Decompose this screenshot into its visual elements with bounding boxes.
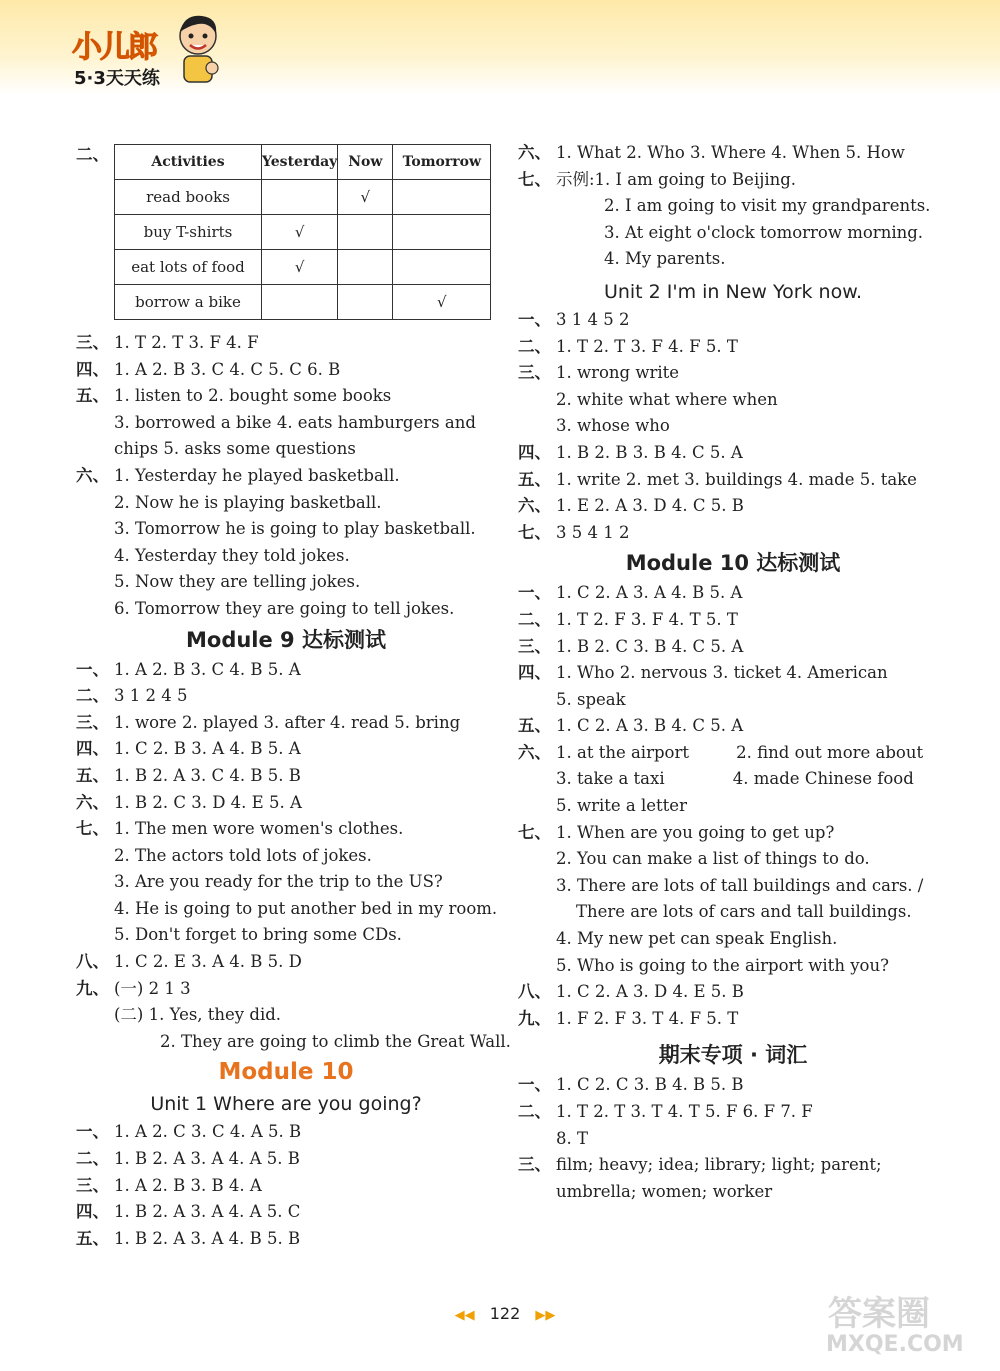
- answer-line: 3. borrowed a bike 4. eats hamburgers and: [114, 412, 476, 432]
- section-label: 四、: [76, 739, 109, 759]
- answer-line: 4. My new pet can speak English.: [556, 929, 838, 949]
- answer-line: [518, 493, 948, 520]
- section-label: 二、: [518, 336, 551, 356]
- section-label: 六、: [76, 465, 109, 485]
- section-label: 二、: [76, 145, 109, 164]
- answer-line: 2. The actors told lots of jokes.: [114, 845, 372, 865]
- answer-line: [518, 467, 948, 494]
- next-page-icon[interactable]: ▶▶: [535, 1308, 556, 1323]
- section-label: 四、: [76, 1202, 109, 1222]
- table-row: [115, 250, 491, 285]
- answer-line: [518, 140, 948, 167]
- answer-line: [518, 979, 948, 1006]
- section-label: 三、: [518, 636, 551, 656]
- answer-line: 5. write a letter: [556, 796, 687, 816]
- answer-line: 3. whose who: [556, 416, 670, 436]
- header-banner: [0, 0, 1000, 95]
- answer-text: 1. A 2. B 3. B 4. A: [114, 1175, 262, 1195]
- section-label: 一、: [518, 1075, 551, 1095]
- answer-line: [76, 1173, 496, 1200]
- answer-text: 1. wore 2. played 3. after 4. read 5. bring: [114, 712, 461, 732]
- answer-line: 5. Who is going to the airport with you?: [556, 955, 889, 975]
- answer-line: There are lots of cars and tall buildings.: [576, 902, 912, 922]
- table-header-row: [115, 145, 491, 180]
- left-column: [76, 140, 511, 1252]
- section-label: 五、: [518, 716, 551, 736]
- answer-line: [518, 440, 948, 467]
- answer-text: 1. at the airport 2. find out more about: [556, 742, 924, 762]
- answer-text: 1. T 2. T 3. F 4. F 5. T: [556, 336, 738, 356]
- table-cell: √: [338, 180, 393, 215]
- answer-text: 1. write 2. met 3. buildings 4. made 5. take: [556, 469, 917, 489]
- module-9-test-heading: Module 9 达标测试: [186, 627, 386, 652]
- answer-line: [518, 1006, 948, 1033]
- table-cell: [338, 215, 393, 250]
- answer-line: [76, 736, 496, 763]
- answer-text: 1. C 2. A 3. B 4. C 5. A: [556, 716, 744, 736]
- answer-text: 3 1 2 4 5: [114, 686, 188, 706]
- section-label: 三、: [76, 1175, 109, 1195]
- answer-text: 1. C 2. A 3. D 4. E 5. B: [556, 982, 744, 1002]
- section-label: 五、: [76, 765, 109, 785]
- answer-line: [76, 949, 496, 976]
- answer-text: 1. C 2. E 3. A 4. B 5. D: [114, 952, 302, 972]
- mascot-boy-icon: [172, 12, 224, 86]
- answer-line: [76, 1226, 496, 1253]
- table-cell: [262, 285, 338, 320]
- answer-line: 3. Tomorrow he is going to play basketball.: [114, 519, 476, 539]
- answer-text: 1. A 2. C 3. C 4. A 5. B: [114, 1122, 302, 1142]
- answer-text: 3 5 4 1 2: [556, 522, 630, 542]
- answer-line: 5. Now they are telling jokes.: [114, 572, 361, 592]
- answer-line: [76, 763, 496, 790]
- table-cell: [393, 215, 491, 250]
- section-label: 六、: [518, 742, 551, 762]
- table-header: Now: [338, 145, 393, 180]
- answer-line: 5. Don't forget to bring some CDs.: [114, 925, 402, 945]
- table-cell: [338, 250, 393, 285]
- answer-line: [518, 360, 948, 387]
- section-label: 三、: [76, 712, 109, 732]
- answer-line: [76, 816, 496, 843]
- section-label: 七、: [518, 522, 551, 542]
- answer-line: 5. speak: [556, 689, 626, 709]
- section-label: 九、: [518, 1008, 551, 1028]
- answer-text: 1. Who 2. nervous 3. ticket 4. American: [556, 663, 888, 683]
- answer-text: 1. T 2. T 3. F 4. F: [114, 333, 259, 352]
- answer-line: umbrella; women; worker: [556, 1181, 773, 1201]
- section-label: 一、: [518, 309, 551, 329]
- section-label: 七、: [518, 169, 551, 189]
- answer-line: [518, 307, 948, 334]
- section-label: 五、: [518, 469, 551, 489]
- answer-line: (二) 1. Yes, they did.: [114, 1005, 282, 1025]
- section-label: 四、: [518, 442, 551, 462]
- table-header: Yesterday: [262, 145, 338, 180]
- section-label: 二、: [518, 609, 551, 629]
- table-cell: √: [262, 215, 338, 250]
- page-footer: [440, 1304, 570, 1323]
- answer-line: 2. You can make a list of things to do.: [556, 849, 870, 869]
- answer-line: [76, 1199, 496, 1226]
- table-header: Activities: [115, 145, 262, 180]
- answer-text: 1. When are you going to get up?: [556, 822, 835, 842]
- answer-text: 1. The men wore women's clothes.: [114, 819, 404, 839]
- answer-line: [76, 976, 496, 1003]
- section-label: 一、: [518, 583, 551, 603]
- table-cell: [393, 250, 491, 285]
- answer-text: 示例:1. I am going to Beijing.: [556, 169, 797, 189]
- answer-line: 3. There are lots of tall buildings and cars. /: [556, 875, 924, 895]
- activity-table: [114, 144, 491, 320]
- answer-text: 1. A 2. B 3. C 4. C 5. C 6. B: [114, 359, 341, 379]
- table-cell: [338, 285, 393, 320]
- answer-line: [76, 790, 496, 817]
- table-cell: √: [393, 285, 491, 320]
- answer-line: 3. At eight o'clock tomorrow morning.: [604, 222, 924, 242]
- answer-line: [518, 713, 948, 740]
- section-label: 一、: [76, 659, 109, 679]
- answer-text: 1. B 2. C 3. D 4. E 5. A: [114, 792, 302, 812]
- answer-line: 3. Are you ready for the trip to the US?: [114, 872, 443, 892]
- table-cell: buy T-shirts: [115, 215, 262, 250]
- answer-line: 4. Yesterday they told jokes.: [114, 545, 350, 565]
- section-label: 二、: [518, 1102, 551, 1121]
- table-cell: [262, 180, 338, 215]
- section-label: 三、: [518, 363, 551, 383]
- answer-text: 1. F 2. F 3. T 4. F 5. T: [556, 1008, 739, 1028]
- section-label: 七、: [76, 819, 109, 839]
- answer-line: 6. Tomorrow they are going to tell jokes.: [114, 598, 455, 618]
- answer-line: 2. They are going to climb the Great Wall.: [160, 1031, 511, 1051]
- answer-line: chips 5. asks some questions: [114, 439, 356, 459]
- section-label: 二、: [76, 686, 109, 706]
- answer-line: 2. Now he is playing basketball.: [114, 492, 382, 512]
- answer-text: 1. B 2. B 3. B 4. C 5. A: [556, 442, 743, 462]
- answer-line: [518, 580, 948, 607]
- previous-page-icon[interactable]: ◀◀: [454, 1308, 475, 1323]
- answer-line: [518, 520, 948, 547]
- answer-line: [518, 334, 948, 361]
- table-row: [115, 285, 491, 320]
- table-cell: read books: [115, 180, 262, 215]
- brand-logo-subtitle: 5·3天天练: [74, 68, 160, 89]
- answer-text: 1. A 2. B 3. C 4. B 5. A: [114, 659, 301, 679]
- answer-text: 1. T 2. T 3. T 4. T 5. F 6. F 7. F: [556, 1102, 813, 1121]
- answer-line: [518, 1152, 948, 1179]
- answer-text: 1. B 2. A 3. A 4. A 5. C: [114, 1202, 301, 1222]
- section-label: 五、: [76, 386, 109, 406]
- section-label: 四、: [76, 359, 109, 379]
- watermark-title: 答案圈: [828, 1294, 930, 1334]
- answer-line: [76, 710, 496, 737]
- watermark-url: MXQE.COM: [826, 1332, 964, 1357]
- answer-text: 1. listen to 2. bought some books: [114, 386, 392, 406]
- final-vocabulary-heading: 期末专项 · 词汇: [658, 1043, 808, 1068]
- answer-line: [518, 634, 948, 661]
- answer-text: 1. B 2. A 3. C 4. B 5. B: [114, 765, 301, 785]
- module-10-test-heading: Module 10 达标测试: [625, 551, 841, 576]
- section-label: 八、: [518, 982, 551, 1002]
- answer-text: film; heavy; idea; library; light; parent;: [556, 1155, 882, 1175]
- answer-line: [518, 660, 948, 687]
- section-label: 六、: [518, 496, 551, 516]
- answer-line: [76, 383, 496, 410]
- answer-line: 8. T: [556, 1128, 588, 1148]
- answer-text: 1. T 2. F 3. F 4. T 5. T: [556, 609, 738, 629]
- answer-text: 1. E 2. A 3. D 4. C 5. B: [556, 496, 744, 516]
- watermark: [822, 1286, 992, 1366]
- section-label: 六、: [76, 792, 109, 812]
- answer-line: [76, 330, 496, 357]
- answer-text: (一) 2 1 3: [114, 978, 191, 998]
- answer-text: 1. B 2. A 3. A 4. A 5. B: [114, 1149, 300, 1169]
- table-cell: eat lots of food: [115, 250, 262, 285]
- table-cell: √: [262, 250, 338, 285]
- answer-line: [76, 1119, 496, 1146]
- table-cell: borrow a bike: [115, 285, 262, 320]
- answer-line: [518, 740, 948, 767]
- answer-text: 1. B 2. A 3. A 4. B 5. B: [114, 1228, 301, 1248]
- page-number: 122: [489, 1304, 521, 1323]
- answer-text: 1. wrong write: [556, 363, 680, 383]
- right-column: [518, 140, 948, 1205]
- answer-line: 2. I am going to visit my grandparents.: [604, 196, 931, 216]
- answer-line: [76, 463, 496, 490]
- table-cell: [393, 180, 491, 215]
- answer-line: [76, 683, 496, 710]
- answer-text: 1. What 2. Who 3. Where 4. When 5. How: [556, 143, 905, 162]
- answer-line: 4. He is going to put another bed in my room.: [114, 898, 498, 918]
- section-label: 一、: [76, 1122, 109, 1142]
- section-label: 三、: [76, 333, 109, 352]
- section-label: 五、: [76, 1228, 109, 1248]
- section-label: 四、: [518, 663, 551, 683]
- table-row: [115, 180, 491, 215]
- answer-line: 4. My parents.: [604, 249, 726, 269]
- module-10-heading: Module 10: [218, 1059, 354, 1086]
- answer-text: 1. C 2. C 3. B 4. B 5. B: [556, 1075, 744, 1095]
- answer-line: 3. take a taxi 4. made Chinese food: [556, 769, 914, 789]
- section-label: 六、: [518, 143, 551, 162]
- answer-text: 1. C 2. B 3. A 4. B 5. A: [114, 739, 301, 759]
- section-label: 七、: [518, 822, 551, 842]
- answer-line: [518, 1099, 948, 1126]
- brand-logo-title: 小儿郎: [72, 30, 156, 65]
- answer-line: [76, 657, 496, 684]
- unit-2-heading: Unit 2 I'm in New York now.: [603, 280, 863, 303]
- unit-1-heading: Unit 1 Where are you going?: [150, 1093, 422, 1116]
- answer-text: 1. B 2. C 3. B 4. C 5. A: [556, 636, 744, 656]
- activity-table-section: [76, 140, 496, 330]
- section-label: 二、: [76, 1149, 109, 1169]
- answer-text: 1. Yesterday he played basketball.: [114, 465, 400, 485]
- section-label: 八、: [76, 952, 109, 972]
- answer-line: [518, 820, 948, 847]
- answer-line: [518, 167, 948, 194]
- answer-text: 1. C 2. A 3. A 4. B 5. A: [556, 583, 743, 603]
- answer-text: 3 1 4 5 2: [556, 309, 630, 329]
- table-row: [115, 215, 491, 250]
- section-label: 三、: [518, 1155, 551, 1175]
- answer-line: [76, 357, 496, 384]
- answer-line: [518, 607, 948, 634]
- answer-line: [518, 1072, 948, 1099]
- table-header: Tomorrow: [393, 145, 491, 180]
- answer-line: [76, 1146, 496, 1173]
- answer-line: 2. white what where when: [556, 389, 778, 409]
- section-label: 九、: [76, 978, 109, 998]
